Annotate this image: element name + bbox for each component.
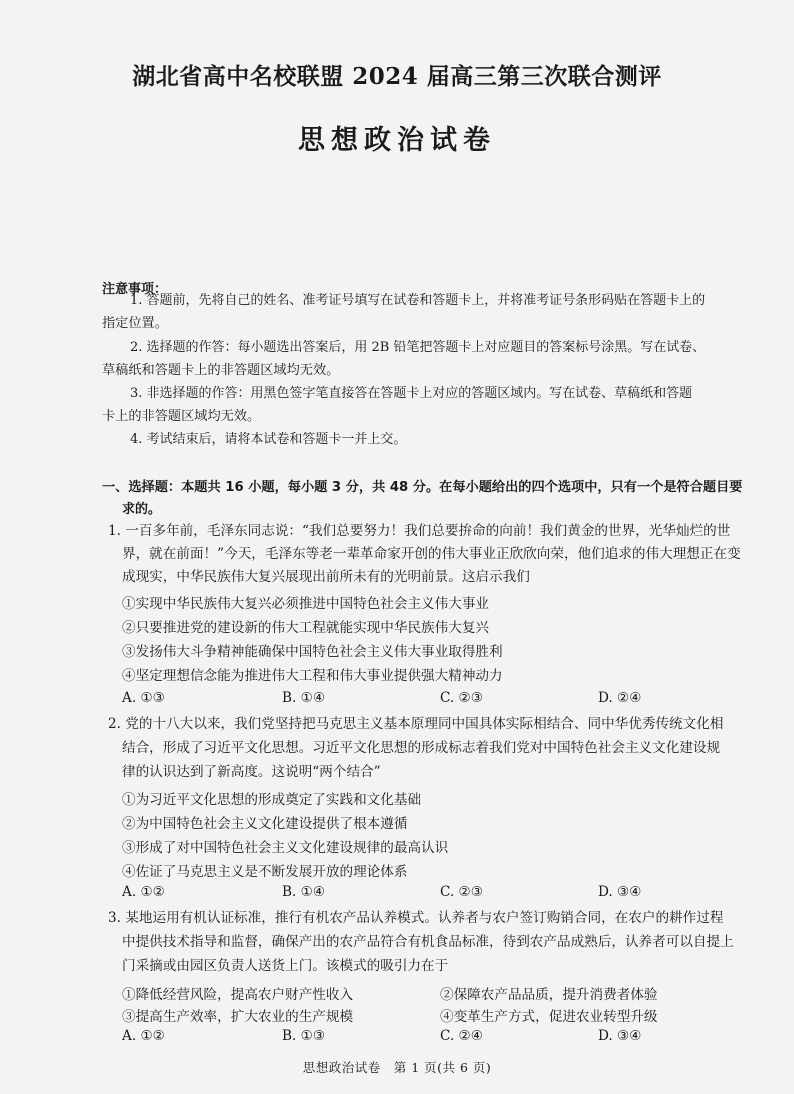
question-3-stem: 3. 某地运用有机认证标准，推行有机农产品认养模式。认养者与农户签订购销合同，在农户的耕作过程 — [108, 910, 724, 926]
question-3-stem: 门采摘或由园区负责人送货上门。该模式的吸引力在于 — [122, 958, 449, 974]
question-3-choice-b: B. ①③ — [282, 1028, 326, 1044]
notice-line: 卡上的非答题区域均无效。 — [102, 409, 261, 424]
question-1-choice-a: A. ①③ — [122, 690, 165, 706]
question-1-stem: 界，就在前面！”今天，毛泽东等老一辈革命家开创的伟大事业正欣欣向荣，他们追求的伟大理想正在变 — [122, 546, 741, 562]
question-1-choice-d: D. ②④ — [598, 690, 642, 706]
question-1-choice-c: C. ②③ — [440, 690, 483, 706]
question-3-statement: ②保障农产品品质，提升消费者体验 — [440, 987, 658, 1003]
page-footer: 思想政治试卷 第 1 页(共 6 页) — [302, 1060, 492, 1075]
question-3-choice-a: A. ①② — [122, 1028, 165, 1044]
notice-line: 指定位置。 — [102, 316, 168, 331]
question-2-stem: 结合，形成了习近平文化思想。习近平文化思想的形成标志着我们党对中国特色社会主义文化建设规 — [122, 740, 721, 756]
notice-line: 3. 非选择题的作答：用黑色签字笔直接答在答题卡上对应的答题区域内。写在试卷、草稿纸和答题 — [130, 386, 693, 401]
question-2-choice-b: B. ①④ — [282, 884, 326, 900]
question-2-stem: 2. 党的十八大以来，我们党坚持把马克思主义基本原理同中国具体实际相结合、同中华优秀传统文化相 — [108, 716, 724, 732]
question-1-statement: ②只要推进党的建设新的伟大工程就能实现中华民族伟大复兴 — [122, 620, 490, 636]
question-1-stem: 1. 一百多年前，毛泽东同志说：“我们总要努力！我们总要拚命的向前！我们黄金的世界，光华灿烂的世 — [108, 523, 731, 539]
notice-line: 1. 答题前，先将自己的姓名、准考证号填写在试卷和答题卡上，并将准考证号条形码贴在答题卡上的 — [130, 293, 706, 308]
subject-title: 思想政治试卷 — [298, 125, 496, 156]
question-2-statement: ④佐证了马克思主义是不断发展开放的理论体系 — [122, 864, 408, 880]
question-2-choice-c: C. ②③ — [440, 884, 483, 900]
section-heading-cont: 求的。 — [122, 502, 161, 517]
exam-title: 湖北省高中名校联盟 2024 届高三第三次联合测评 — [132, 63, 662, 90]
question-2-statement: ①为习近平文化思想的形成奠定了实践和文化基础 — [122, 792, 422, 808]
question-3-choice-d: D. ③④ — [598, 1028, 642, 1044]
question-1-stem: 成现实，中华民族伟大复兴展现出前所未有的光明前景。这启示我们 — [122, 569, 530, 585]
question-1-statement: ④坚定理想信念能为推进伟大工程和伟大事业提供强大精神动力 — [122, 668, 503, 684]
question-2-stem: 律的认识达到了新高度。这说明“两个结合” — [122, 764, 381, 780]
question-3-statement: ③提高生产效率，扩大农业的生产规模 — [122, 1009, 354, 1025]
question-2-statement: ②为中国特色社会主义文化建设提供了根本遵循 — [122, 816, 408, 832]
question-1-choice-b: B. ①④ — [282, 690, 326, 706]
question-2-statement: ③形成了对中国特色社会主义文化建设规律的最高认识 — [122, 840, 449, 856]
notice-line: 草稿纸和答题卡上的非答题区域均无效。 — [102, 363, 340, 378]
section-heading: 一、选择题：本题共 16 小题，每小题 3 分，共 48 分。在每小题给出的四个选项中，只有一个是符合题目要 — [102, 480, 743, 495]
notice-heading: 注意事项： — [102, 282, 168, 297]
question-3-stem: 中提供技术指导和监督，确保产出的农产品符合有机食品标准，待到农产品成熟后，认养者可以自提上 — [122, 934, 734, 950]
question-2-choice-d: D. ③④ — [598, 884, 642, 900]
notice-line: 4. 考试结束后，请将本试卷和答题卡一并上交。 — [130, 432, 407, 447]
question-1-statement: ①实现中华民族伟大复兴必须推进中国特色社会主义伟大事业 — [122, 596, 490, 612]
question-3-choice-c: C. ②④ — [440, 1028, 483, 1044]
question-2-choice-a: A. ①② — [122, 884, 165, 900]
question-3-statement: ①降低经营风险，提高农户财产性收入 — [122, 987, 354, 1003]
notice-line: 2. 选择题的作答：每小题选出答案后，用 2B 铅笔把答题卡上对应题目的答案标号涂黑。写在试卷、 — [130, 340, 706, 355]
question-1-statement: ③发扬伟大斗争精神能确保中国特色社会主义伟大事业取得胜利 — [122, 644, 503, 660]
question-3-statement: ④变革生产方式，促进农业转型升级 — [440, 1009, 658, 1025]
